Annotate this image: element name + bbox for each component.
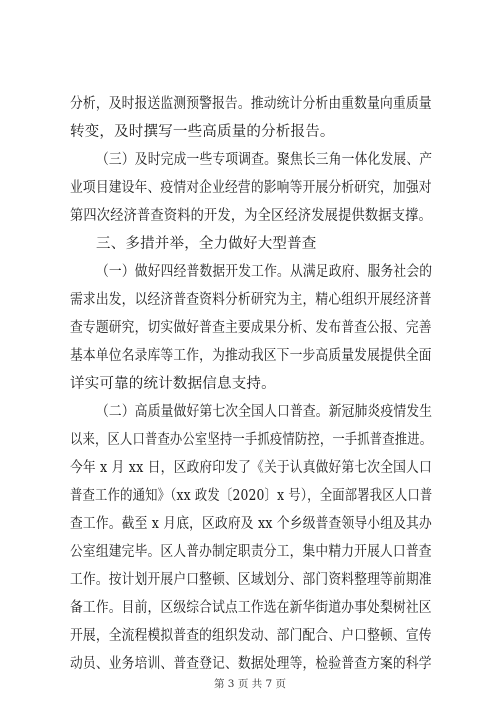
text-line: 动员、业务培训、普查登记、数据处理等，检验普查方案的科学 bbox=[70, 656, 432, 672]
paragraph-first-line: （二）高质量做好第七次全国人口普查。新冠肺炎疫情发生 bbox=[96, 404, 433, 420]
text-line: 转变，及时撰写一些高质量的分析报告。 bbox=[70, 124, 335, 140]
text-line: 普查工作的通知》（xx 政发〔2020〕x 号），全面部署我区人口普 bbox=[70, 488, 433, 504]
text-line: 以来，区人口普查办公室坚持一手抓疫情防控，一手抓普查推进。 bbox=[70, 432, 433, 448]
paragraph-first-line: （一）做好四经普数据开发工作。从满足政府、服务社会的 bbox=[96, 264, 433, 280]
text-line: 分析，及时报送监测预警报告。推动统计分析由重数量向重质量 bbox=[70, 96, 432, 112]
text-line: 工作。按计划开展户口整顿、区域划分、部门资料整理等前期准 bbox=[70, 572, 432, 588]
text-line: 查专题研究，切实做好普查主要成果分析、发布普查公报、完善 bbox=[70, 320, 432, 336]
text-line: 开展，全流程模拟普查的组织发动、部门配合、户口整顿、宣传 bbox=[70, 628, 432, 644]
text-line: 需求出发，以经济普查资料分析研究为主，精心组织开展经济普 bbox=[70, 292, 432, 308]
text-line: 详实可靠的统计数据信息支持。 bbox=[70, 376, 276, 392]
text-line: 公室组建完毕。区人普办制定职责分工，集中精力开展人口普查 bbox=[70, 544, 432, 560]
text-line: 第四次经济普查资料的开发，为全区经济发展提供数据支撑。 bbox=[70, 208, 432, 224]
text-line: 今年 x 月 xx 日，区政府印发了《关于认真做好第七次全国人口 bbox=[70, 460, 432, 476]
text-line: 备工作。目前，区级综合试点工作选在新华街道办事处梨树社区 bbox=[70, 600, 432, 616]
section-heading: 三、多措并举，全力做好大型普查 bbox=[96, 236, 317, 252]
text-line: 业项目建设年、疫情对企业经营的影响等开展分析研究，加强对 bbox=[70, 180, 432, 196]
text-line: 基本单位名录库等工作，为推动我区下一步高质量发展提供全面 bbox=[70, 348, 432, 364]
text-line: 查工作。截至 x 月底，区政府及 xx 个乡级普查领导小组及其办 bbox=[70, 516, 432, 532]
page-number: 第 3 页 共 7 页 bbox=[213, 678, 287, 690]
paragraph-first-line: （三）及时完成一些专项调查。聚焦长三角一体化发展、产 bbox=[96, 152, 433, 168]
